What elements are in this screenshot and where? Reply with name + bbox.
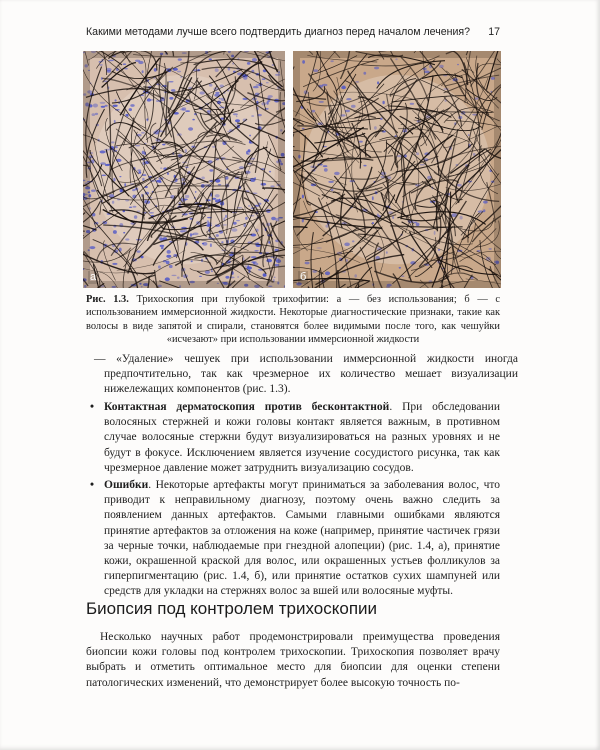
bullet-item-contact-title: Контактная дерматоскопия против бесконтактной [104,401,390,413]
bullet-marker: • [90,479,95,491]
trichoscopy-photo-b [293,51,501,288]
bullet-item-errors [86,478,500,600]
section-paragraph: Несколько научных работ продемонстрировали преимущества проведения биопсии кожи головы под контролем трихоскопии. Трихоскопия позволяет врачу выбрать и отметить оптимальное место для биопсии для оценки степени патологических изменений, что демонстрирует более высокую точность по- [86,631,500,689]
running-head [86,26,500,38]
dash-list-item: — «Удаление» чешуек при использовании иммерсионной жидкости иногда предпочтительно, так как чрезмерное их количество мешает визуализации нижележащих компонентов (рис. 1.3). [94,353,518,396]
bullet-item-contact-text: . При обследовании волосяных стержней и кожи головы контакт является важным, в противном случае волосяные стержни будут визуализироваться на разных уровнях и не будут в фокусе. Исключением является изучение сосудистого рисунка, так как чрезмерное давление может затруднить визуализацию сосудов. [104,401,500,474]
trichoscopy-photo-a [83,51,285,288]
caption-text: Трихоскопия при глубокой трихофитии: а — без использования; б — с использованием иммерсионной жидкости. Некоторые диагностические признаки, такие как волосы в виде запятой и спирали, становятся более видимыми после того, как чешуйки «исчезают» при использовании иммерсионной жидкости [86,294,500,346]
panel-label-a: а [90,271,97,283]
caption-label: Рис. 1.3. [86,294,129,305]
figure-caption [86,293,500,347]
bullet-item-contact [86,400,500,476]
page-number: 17 [488,26,500,38]
bullet-item-errors-title: Ошибки [104,479,149,491]
section-heading: Биопсия под контролем трихоскопии [86,599,378,618]
bullet-item-errors-text: . Некоторые артефакты могут приниматься за заболевания волос, что приводит к неправильному диагнозу, поэтому очень важно следить за появлением данных артефактов. Самыми главными ошибками являются принятие артефактов за отложения на коже (например, принятие частичек грязи за черные точки, наблюдаемые при гнездной алопеции) (рис. 1.4, а), принятие кожи, окрашенной краской для волос, или окрашенных устьев фолликулов за гиперпигментацию (рис. 1.4, б), или принятие остатков сухих шампуней или средств для укладки на стержнях волос за вшей или волосяные муфты. [104,479,500,598]
running-head-title: Какими методами лучше всего подтвердить диагноз перед началом лечения? [86,26,471,38]
figure-1-3 [83,51,501,288]
panel-label-b: б [300,271,307,283]
trichoscopy-image-a [83,51,285,288]
trichoscopy-image-b [293,51,501,288]
bullet-marker: • [90,401,95,413]
